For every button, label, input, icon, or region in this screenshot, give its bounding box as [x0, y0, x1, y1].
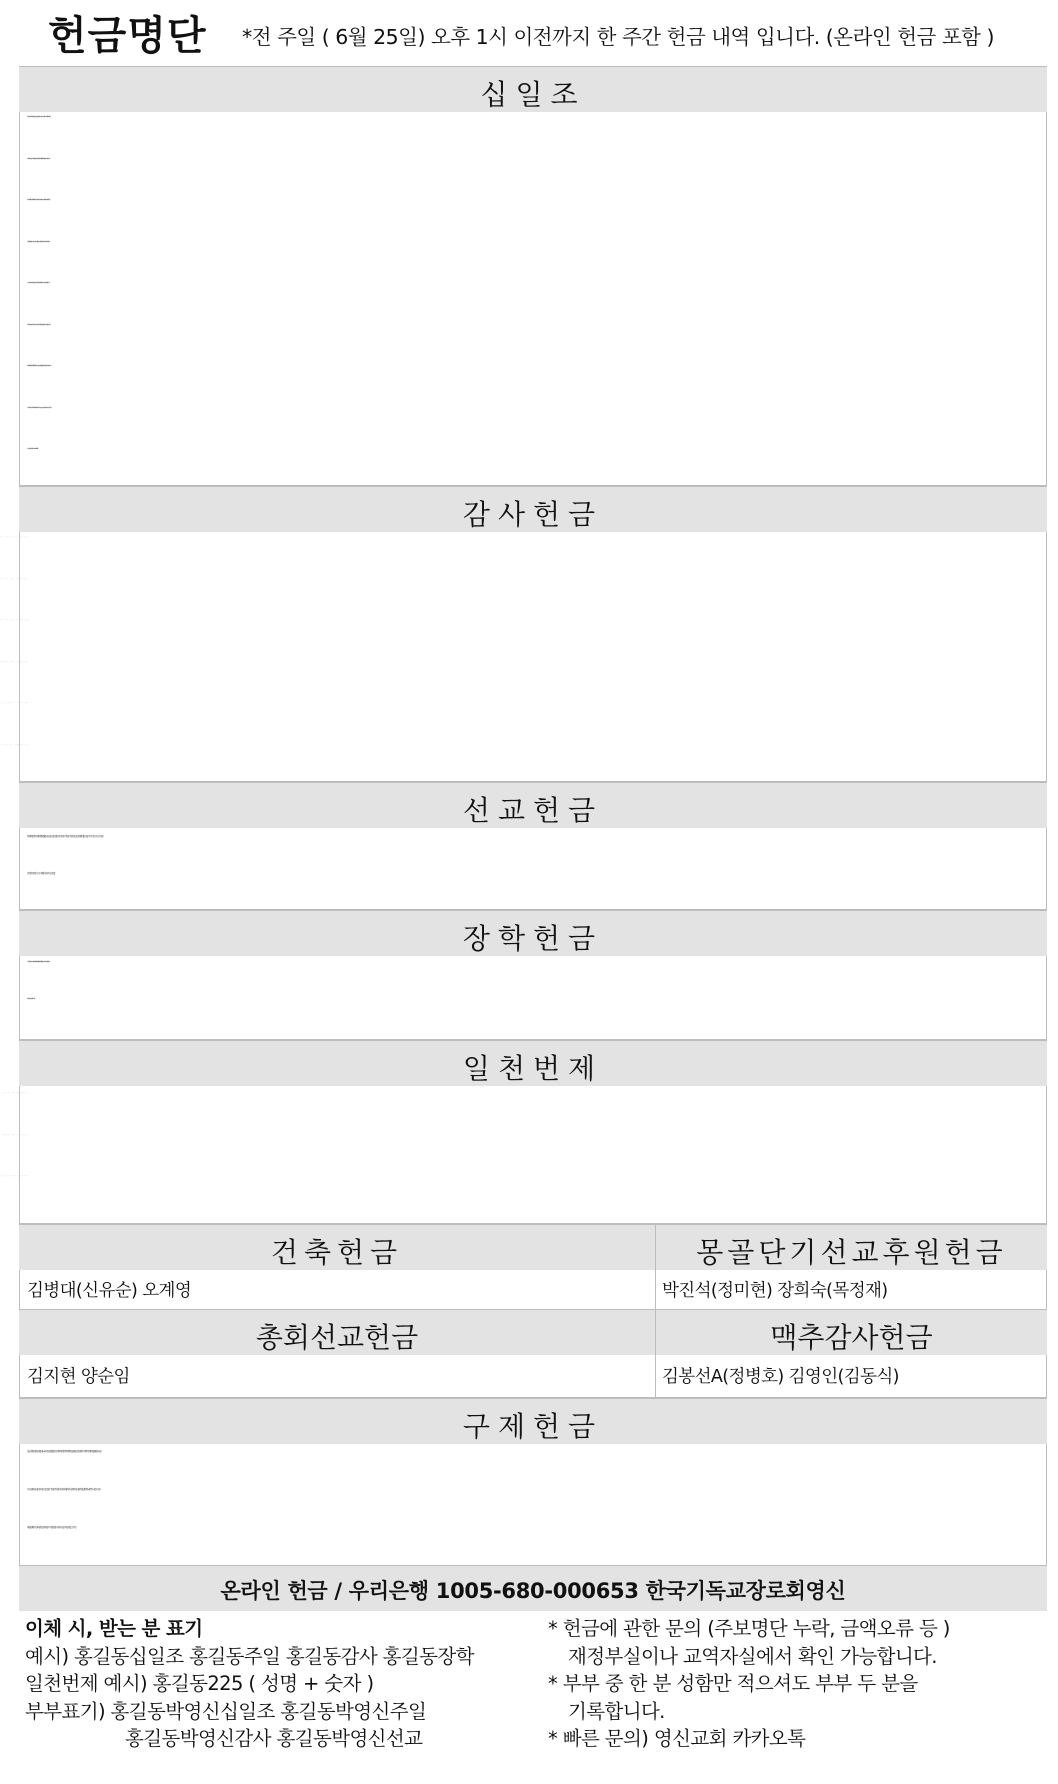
assembly-names: 김지현 양순임 — [27, 1367, 130, 1387]
relief-names — [27, 1449, 1045, 1563]
list-item: * 빠른 문의) 영신교회 카카오톡 — [548, 1727, 806, 1750]
page-title: 헌금명단 — [48, 13, 207, 59]
online-offering-banner — [19, 1566, 1047, 1611]
building-title: 건축헌금 — [270, 1236, 404, 1269]
list-item: 최창회(이연숙) 허만(김영자) 김지현 이창숙 — [27, 999, 36, 1000]
list-item: 박대정(정미화) 박철원(윤부금) 성동현(조복자) 윤기보(이정선) 임전한(박영순) 강지석 김인숙 김지현 — [27, 835, 103, 838]
list-item — [27, 537, 1045, 579]
scholarship-names — [27, 962, 1045, 1036]
thanks-title: 감사헌금 — [462, 498, 604, 531]
list-item: 임순애 임청송 장광인 정새롬 조근아 조의연 최태복 최헌 — [27, 449, 39, 450]
transfer-heading: 이체 시, 받는 분 표기 — [25, 1617, 203, 1640]
scholarship-title: 장학헌금 — [462, 922, 604, 955]
online-account: 온라인 헌금 / 우리은행 1005-680-000653 한국기독교장로회영신 — [220, 1579, 846, 1603]
list-item — [27, 1093, 1045, 1135]
list-item: 최철현(박수남) 허만(김영자) 강지석 방상훈 이창숙 임순애 임청송 조의연 — [27, 1526, 77, 1529]
mongolia-title: 몽골단기선교후원헌금 — [696, 1236, 1007, 1269]
building-header — [19, 1225, 655, 1270]
list-item — [27, 1135, 1045, 1177]
building-names: 김병대(신유순) 오계영 — [27, 1281, 192, 1301]
relief-title: 구제헌금 — [462, 1410, 604, 1443]
assembly-title: 총회선교헌금 — [255, 1321, 419, 1354]
list-item: 윤기보(이정선) 이광우(하숙자) 이동진(송춘자) 이동희(인영남) 이상우(최영미) 이상춘(이온희) 이성범(김영은) 이수(한요한) — [27, 283, 49, 284]
barley-header — [656, 1310, 1047, 1355]
list-item: 문정숙 박춘구 오계영 이창숙 임청송 — [27, 872, 56, 875]
thanks-names — [27, 537, 1045, 786]
tithe-header — [19, 67, 1047, 112]
mission-title: 선교헌금 — [462, 794, 604, 827]
page-subtitle: *전 주일 ( 6월 25일) 오후 1시 이전까지 한 주간 헌금 내역 입니다. (온라인 헌금 포함 ) — [242, 25, 994, 49]
list-item: * 헌금에 관한 문의 (주보명단 누락, 금액오류 등 ) — [548, 1617, 950, 1640]
list-item: 권순경(장재옥) 김광남(나옥주) 김광출(김정수) 박대정(정미화) 박영순A(임전한) 박진석(정미현) 박철원(윤부금) — [27, 1450, 101, 1453]
thanks-header — [19, 487, 1047, 532]
barley-names: 김봉선A(정병호) 김영인(김동식) — [662, 1367, 899, 1387]
thousandth-header — [19, 1041, 1047, 1086]
list-item — [27, 1176, 1045, 1218]
barley-title: 맥추감사헌금 — [770, 1321, 933, 1354]
mongolia-names: 박진석(정미현) 장희숙(목정재) — [662, 1281, 888, 1301]
mission-header — [19, 783, 1047, 828]
transfer-instructions — [25, 1615, 474, 1753]
list-item: 강경원(김종임) 권순경(장재옥) 김광남(나옥주) 김광출(김정수) 김성조(신선옥) 김순임A(이광덕) 김신국(김성애) 김영신A(방해영) — [27, 117, 50, 118]
list-item: 김재영(오명진) 김정분(김연수) 김지홍(김유경) 나옥주(김광남) 문정환(김신항) 박대정(정미화) 박봉규(조희분) 박석현(정해미) — [27, 158, 50, 160]
tithe-names — [27, 117, 1045, 491]
inquiry-notes — [548, 1615, 950, 1753]
scholarship-header — [19, 911, 1047, 956]
list-item — [27, 703, 1045, 745]
list-item — [27, 620, 1045, 662]
divider — [655, 1225, 656, 1397]
list-item: 홍길동박영신감사 홍길동박영신선교 — [125, 1727, 423, 1750]
list-item: * 부부 중 한 분 성함만 적으셔도 부부 두 분을 — [548, 1672, 918, 1695]
list-item: 최영호(배영옥) 최창회(이연숙) 최철현(박수남) 한상만(손선연) 홍순길(정은영) 홍철회(김명희) 강지석 계명희 김병준 김소자 김순남 — [27, 366, 52, 367]
mongolia-header — [656, 1225, 1047, 1270]
mission-names — [27, 834, 1045, 908]
list-item: 이영애(이보천) 이은숙B(김경호) 이정숙B(김용근) 이정연(김기완) 임전한(박영순) 임종대(김유환) 정두근(홍사숙) 정효섭(김경민) — [27, 324, 50, 326]
list-item: 서인규(박금희) 신선옥(김성조) 윤기보(이정선) 이상우(최영미) 이상춘(이온희) 이영일(박춘녀) 정두근(홍사숙) — [27, 1488, 100, 1491]
list-item: 심경섭(계성혜) 심일섭(천윤자) 엄승호(임영숙) 엄주성(최은정) 오두성(정후남) 오병선(현민영) 오정훈(김심자) 우미영(안상문) — [27, 241, 50, 243]
list-item: 기록합니다. — [568, 1699, 665, 1723]
thousandth-title: 일천번제 — [462, 1052, 604, 1085]
list-item — [27, 579, 1045, 621]
list-item: 김연희 김원이 김인숙 김지현 박수종 박예은 박지혜 서진욱 서현종 성유신 송응순 오계영 유정숙 윤하은 이성용 이정심 이창숙 — [27, 407, 52, 409]
list-item: 예시) 홍길동십일조 홍길동주일 홍길동감사 홍길동장학 — [25, 1644, 474, 1668]
list-item: 부부표기) 홍길동박영신십일조 홍길동박영신주일 — [25, 1699, 427, 1723]
page-header — [0, 0, 1058, 66]
list-item: 재정부실이나 교역자실에서 확인 가능합니다. — [568, 1644, 937, 1668]
list-item: 박성하A(오세련) 박종관(권혜경) 박철원(윤부금) 서인규(박금희) 성동현(조복자) 송인옥(구미희) 신명옥(최광주) 신봉련(김해룡) — [27, 200, 50, 201]
list-item — [27, 662, 1045, 704]
list-item — [27, 745, 1045, 787]
assembly-header — [19, 1310, 655, 1355]
thousandth-names — [27, 1093, 1045, 1218]
relief-header — [19, 1399, 1047, 1444]
list-item: 권순경(장재옥) 김광남(나옥주) 김신항(문정환) 김재영(오명진) 박대정(정미화) 박철원(윤부금) 신기원(서순애) 심일섭(천윤자) — [27, 962, 50, 963]
tithe-title: 십일조 — [480, 78, 586, 111]
list-item: 일천번제 예시) 홍길동225 ( 성명 + 숫자 ) — [25, 1672, 374, 1695]
